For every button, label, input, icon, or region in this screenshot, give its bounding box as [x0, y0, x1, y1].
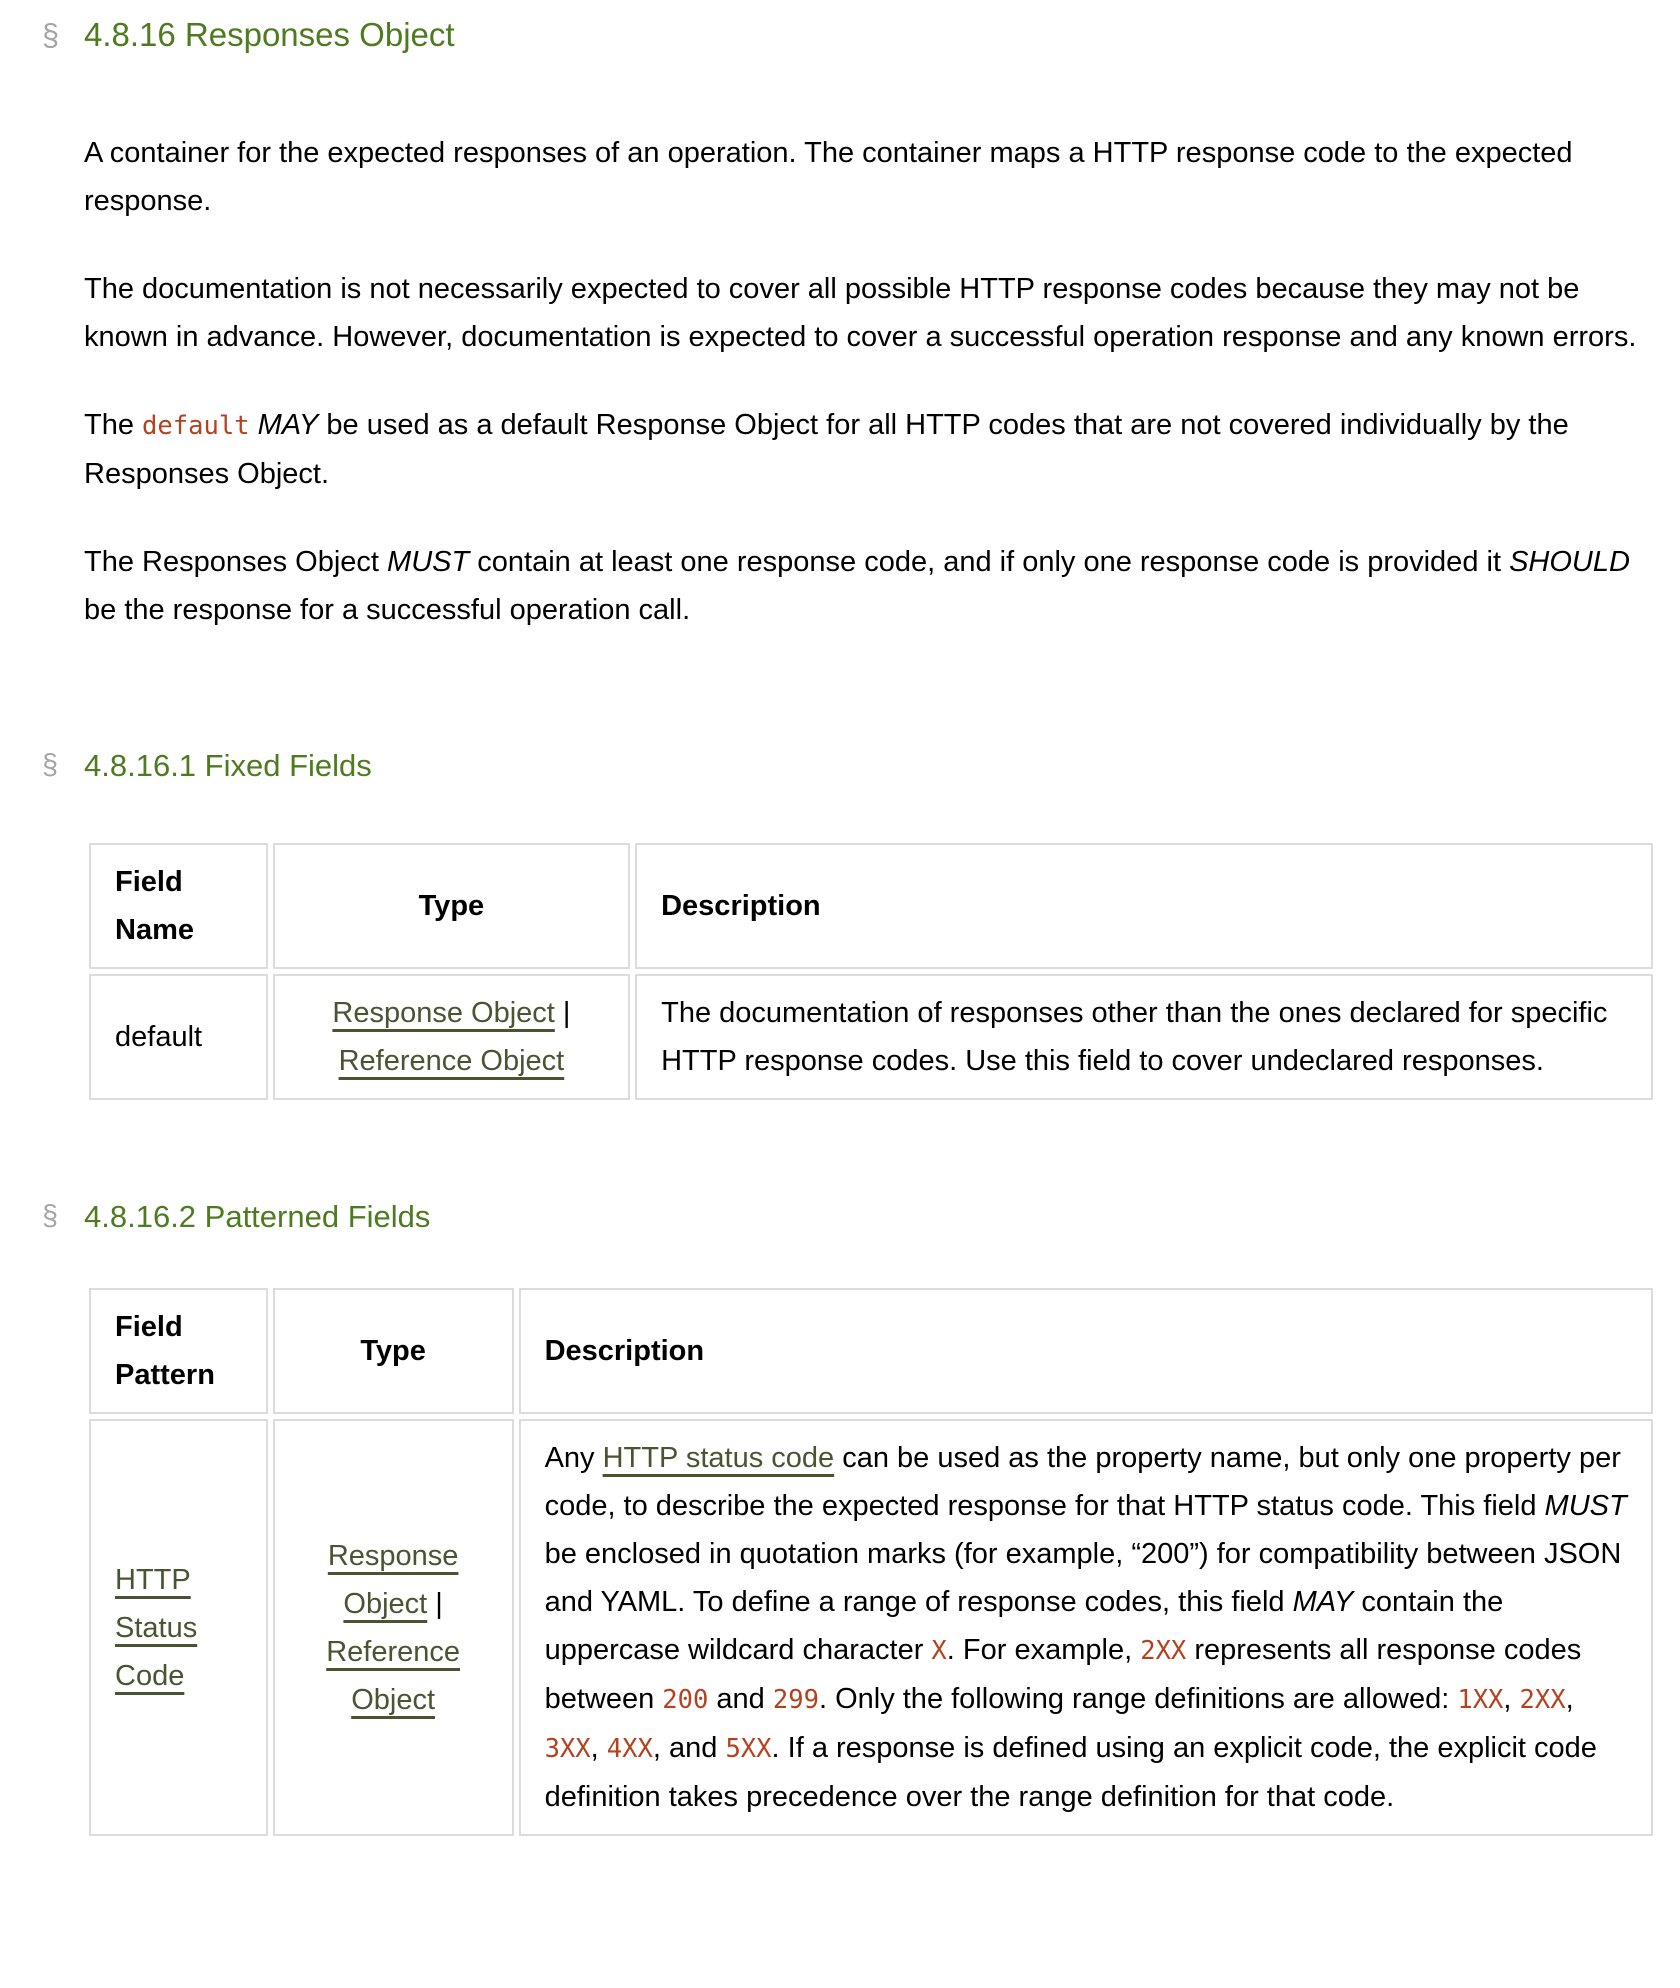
- fixed-fields-table: [84, 838, 1658, 1105]
- text-run: |: [554, 997, 571, 1030]
- emphasis-text: MAY: [1292, 1586, 1354, 1619]
- paragraph-default-response: [84, 401, 1658, 498]
- code-span: 2XX: [1519, 1685, 1566, 1716]
- column-header-type: Type: [273, 1288, 514, 1414]
- subsection-heading-fixed-fields: [42, 746, 1658, 786]
- emphasis-text: MUST: [387, 545, 470, 578]
- text-run: Any: [544, 1442, 603, 1475]
- column-header-description: Description: [519, 1288, 1653, 1414]
- text-run: ,: [1565, 1683, 1574, 1716]
- code-span: 4XX: [606, 1734, 653, 1765]
- section-anchor-icon[interactable]: §: [42, 748, 59, 781]
- code-span: X: [931, 1636, 947, 1667]
- text-run: be enclosed in quotation marks (for example, “200”) for compatibility between JSON and YAML. To define a range of response codes, this field: [544, 1538, 1622, 1619]
- text-run: be the response for a successful operation call.: [84, 593, 691, 626]
- code-span: 1XX: [1457, 1685, 1504, 1716]
- text-run: can be used as the property name, but only one property per code, to describe the expected response for that HTTP status code. This field: [544, 1442, 1621, 1523]
- code-span: 299: [772, 1685, 819, 1716]
- text-run: . If a response is defined using an explicit code, the explicit code definition takes precedence over the range definition for that code.: [544, 1732, 1597, 1814]
- emphasis-text: SHOULD: [1509, 545, 1630, 578]
- text-run: The documentation is not necessarily expected to cover all possible HTTP response codes because they may not be known in advance. However, documentation is expected to cover a successful operation response and any known errors.: [84, 272, 1637, 353]
- column-header-description: Description: [635, 843, 1653, 969]
- subsection-heading-patterned-fields: [42, 1197, 1658, 1237]
- section-heading-text: 4.8.16 Responses Object: [84, 16, 455, 53]
- text-run: , and: [652, 1732, 726, 1765]
- cell-field-pattern: [89, 1419, 268, 1836]
- column-header-field-name: Field Name: [89, 843, 268, 969]
- text-run: represents all response codes between: [544, 1634, 1582, 1716]
- code-span: default: [142, 410, 250, 441]
- cell-description: [635, 974, 1653, 1100]
- column-header-type: Type: [273, 843, 630, 969]
- text-run: The documentation of responses other than the ones declared for specific HTTP response codes. Use this field to cover undeclared responses.: [661, 997, 1608, 1078]
- table-row: [89, 974, 1653, 1100]
- paragraph-documentation-coverage: [84, 265, 1658, 361]
- table-header-row: [89, 843, 1653, 969]
- text-run: contain the uppercase wildcard character: [544, 1586, 1504, 1667]
- section-anchor-icon[interactable]: §: [42, 1200, 59, 1233]
- text-run: default: [115, 1021, 203, 1054]
- code-span: 5XX: [725, 1734, 772, 1765]
- code-span: 2XX: [1140, 1636, 1187, 1667]
- link-response-object[interactable]: Response Object: [332, 997, 555, 1030]
- text-run: [250, 409, 258, 441]
- link-http-status-code[interactable]: HTTP status code: [602, 1442, 835, 1475]
- column-header-field-pattern: Field Pattern: [89, 1288, 268, 1414]
- text-run: The: [84, 408, 143, 441]
- text-run: The Responses Object: [84, 545, 388, 578]
- link-http-status-code[interactable]: HTTP Status Code: [115, 1563, 198, 1692]
- emphasis-text: MAY: [257, 408, 319, 441]
- text-run: ,: [590, 1732, 607, 1765]
- text-run: . For example,: [946, 1634, 1141, 1667]
- cell-field-name: [89, 974, 268, 1100]
- cell-description: [519, 1419, 1653, 1836]
- text-run: contain at least one response code, and if only one response code is provided it: [469, 545, 1510, 578]
- section-heading-responses-object: [42, 14, 1658, 57]
- text-run: A container for the expected responses of an operation. The container maps a HTTP response code to the expected response.: [84, 136, 1573, 217]
- table-header-row: [89, 1288, 1653, 1414]
- link-response-object[interactable]: Response Object: [327, 1539, 459, 1620]
- cell-type: [273, 974, 630, 1100]
- paragraph-must-contain: [84, 538, 1658, 634]
- cell-type: [273, 1419, 514, 1836]
- code-span: 200: [662, 1685, 709, 1716]
- patterned-fields-table: [84, 1283, 1658, 1841]
- text-run: ,: [1503, 1683, 1520, 1716]
- link-reference-object[interactable]: Reference Object: [326, 1635, 461, 1716]
- subsection-heading-text: 4.8.16.1 Fixed Fields: [84, 747, 372, 783]
- table-row: [89, 1419, 1653, 1836]
- code-span: 3XX: [544, 1734, 591, 1765]
- text-run: and: [708, 1683, 773, 1716]
- emphasis-text: MUST: [1544, 1490, 1627, 1523]
- text-run: |: [427, 1587, 443, 1620]
- text-run: . Only the following range definitions are allowed:: [818, 1683, 1458, 1716]
- section-anchor-icon[interactable]: §: [42, 17, 60, 52]
- text-run: be used as a default Response Object for all HTTP codes that are not covered individually by the Responses Object.: [84, 408, 1569, 490]
- paragraph-container-intro: [84, 129, 1658, 225]
- subsection-heading-text: 4.8.16.2 Patterned Fields: [84, 1199, 431, 1235]
- link-reference-object[interactable]: Reference Object: [338, 1045, 565, 1078]
